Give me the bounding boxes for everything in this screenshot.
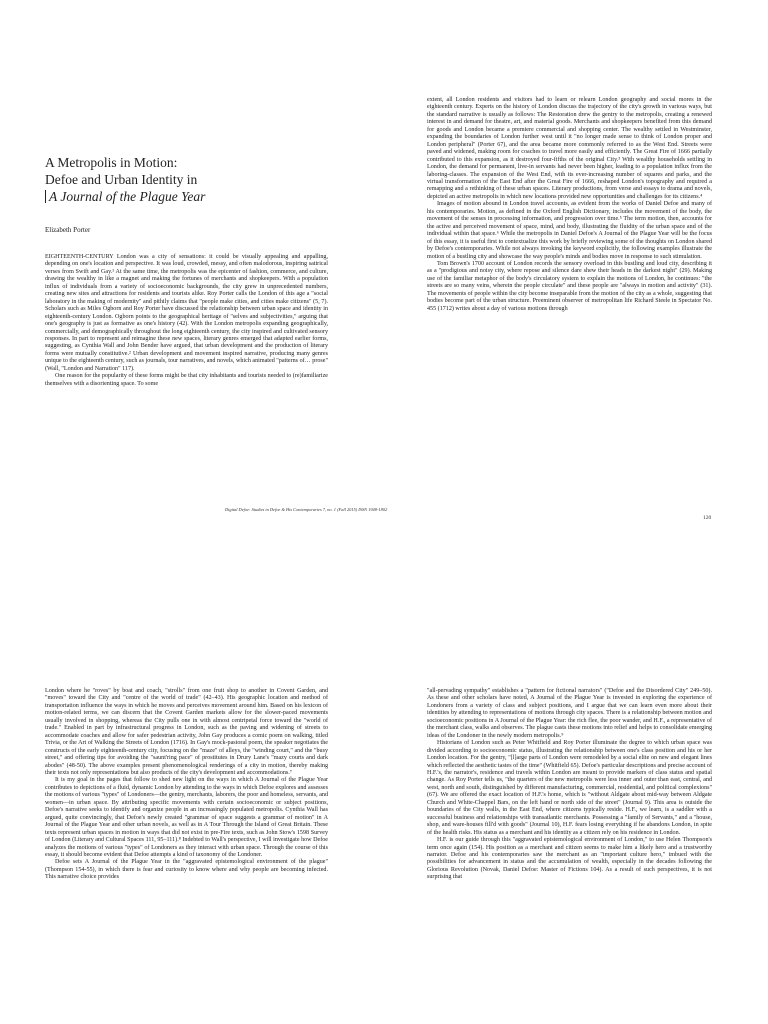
paragraph: It is my goal in the pages that follow to shed new light on the ways in which A Journal of the Plague Year contributes to depictions of a fluid, dynamic London by attending to the ways in which Defoe explores and assesses the motions of various "types" of Londoners—the gentry, merchants, laborers, the poor and homeless, servants, and women—in urban space. By attributing specific movements with certain socioeconomic or subject positions, Defoe's narrative seeks to identify and organize people in an increasingly populated metropolis. Cynthia Wall has argued, quite convincingly, that Defoe's newly created "grammar of space suggests a grammar of motion" in A Journal of the Plague Year and other urban novels, as well as in A Tour Through the Island of Great Britain. These texts represent urban spaces in motion in ways that did not exist in pre-Fire texts, such as John Stow's 1598 Survey of London (Literary and Cultural Spaces 111, 95–111).⁸ Indebted to Wall's perspective, I will investigate how Defoe analyzes the motions of various "types" of Londoners as they interact with urban space. Through the course of this essay, it should become evident that Defoe attempts a kind of taxonomy of the Londoner. — [45, 777, 328, 858]
journal-footer: Digital Defoe: Studies in Defoe & His Contemporaries 7, no. 1 (Fall 2015) ISSN 1948-1802 — [225, 507, 388, 512]
author-name: Elizabeth Porter — [45, 226, 91, 234]
paragraph: Defoe sets A Journal of the Plague Year in the "aggravated epistemological environment of the plague" (Thompson 154-55), in which there is fear and curiosity to know where and why people are becoming infected. This narrative choice provides — [45, 859, 328, 881]
title-line-3-text: A Journal of the Plague Year — [49, 189, 206, 204]
paragraph: H.F. is our guide through this "aggravated epistemological environment of London," to use Helen Thompson's term once again (154). His position as a merchant and citizen seems to make him a likely hero and a trustworthy narrator. Defoe and his contemporaries saw the merchant as an "important culture hero," imbued with the possibilities for advancement in status and the accumulation of wealth, especially in the decades following the Glorious Revolution (Novak, Daniel Defoe: Master of Fictions 104). As a result of such perspectives, it is not surprising that — [427, 837, 712, 881]
journal-page-2 — [0, 512, 768, 1024]
paragraph: "all-pervading sympathy" establishes a "pattern for fictional narrators" ("Defoe and the Disordered City" 249–50). As these and other scholars have noted, A Journal of the Plague Year is invested in exploring the experience of Londoners from a variety of class and subject positions, and I argue that we can learn even more about their identities by attending to representations of motions through city spaces. There is a relationship between motion and socioeconomic positions in A Journal of the Plague Year: the rich flee, the poor wander, and H.F., a representative of the merchant class, walks and observes. The plague casts these motions into relief and helps to consolidate emerging ideas of the Londoner in the newly modern metropolis.⁹ — [427, 688, 712, 739]
page1-right-column — [427, 97, 712, 496]
title-line-2: Defoe and Urban Identity in — [45, 172, 198, 187]
page1-left-column — [45, 254, 328, 492]
text-cursor — [45, 190, 46, 203]
paragraph: extent, all London residents and visitors had to learn or relearn London geography and social mores in the eighteenth century. Experts on the history of London discuss the trajectory of the city's growth in various ways, but the standard narrative is usually as follows: The Restoration drew the gentry to the metropolis, creating a renewed interest in and demand for theatre, art, and material goods. Merchants and shopkeepers benefited from this demand for goods and London became a premiere commercial and shopping center. The wealthy settled in Westminster, expanding the boundaries of London further west until it "no longer made sense to think of London proper and London peripheral" (Porter 67), and the area became more commonly referred to as the West End. Streets were paved and widened, making room for coaches to travel more easily and efficiently. The Great Fire of 1666 partially contributed to this expansion, as it destroyed four-fifths of the original City.³ With wealthy households settling in London, the demand for permanent, live-in servants had never been higher, leading to a population influx from the laboring-classes. The expansion of the West End, with its ever-increasing number of squares and parks, and the virtual transformation of the East End after the Great Fire of 1666, reshaped London's topography and required a remapping and a rethinking of these urban spaces. Literary productions, from verse and essays to drama and novels, depicted an active metropolis in which new locations provided new opportunities and challenges for its citizens.⁴ — [427, 97, 712, 200]
paragraph: EIGHTEENTH-CENTURY London was a city of sensations: it could be visually appealing and appalling, depending on one's location and perspective. It was loud, crowded, messy, and often malodorous, inspiring satirical verses from Swift and Gay.¹ At the same time, the metropolis was the epicenter of fashion, commerce, and culture, drawing the wealthy in like a magnet and making the fortunes of merchants and shopkeepers. With a population influx of individuals from a variety of socioeconomic backgrounds, the city grew in unprecedented numbers, creating new sites and attractions for residents and tourists alike. Roy Porter calls the London of this age a "social laboratory in the making of modernity" and pithily claims that "people make cities, and cities make citizens" (5, 7). Scholars such as Miles Ogborn and Roy Porter have discussed the relationship between urban space and identity in eighteenth-century London. Ogborn points to the geographical heritage of "selves and subjectivities," arguing that one's geography is just as formative as one's history (42). With the London metropolis expanding geographically, commercially, and demographically throughout the long eighteenth century, the city inspired and cultivated sensory responses. In part to represent and reimagine these new spaces, literary genres emerged that adapted earlier forms, suggesting, as Cynthia Wall and John Bender have argued, that urban development and the production of literary forms were mutually constitutive.² Urban development and movement inspired narrative, producing many genres unique to the eighteenth century, such as journals, tour narratives, and novels, which animated "patterns of… prose" (Wall, "London and Narration" 117). — [45, 254, 328, 372]
page2-right-column — [427, 688, 712, 1024]
paragraph: Historians of London such as Peter Whitfield and Roy Porter illuminate the degree to which urban space was divided according to socioeconomic status, illustrating the relationship between one's class position and his or her London location. For the gentry, "[l]arge parts of London were remodeled by a social elite on new and elegant lines which reflected the aesthetic tastes of the time" (Whitfield 65). Defoe's particular descriptions and precise account of H.F.'s, the narrator's, residence and travels within London are meant to provide markers of class status and spatial change. As Roy Porter tells us, "the quarters of the new metropolis were less inner and outer than east, central, and west, north and south, distinguished by different manufacturing, commercial, residential, and political complexions" (67). We are offered the exact location of H.F.'s home, which is "without Aldgate about mid-way between Aldgate Church and White-Chappel Bars, on the left hand or north side of the street" (Journal 9). This area is outside the boundaries of the City walls, in the East End, where citizens typically reside. H.F., we learn, is a saddler with a successful business and relationships with transatlantic merchants. Possessing a "family of Servants," and a "house, shop, and ware-houses fill'd with goods" (Journal 10), H.F. fears losing everything if he abandons London, in spite of the health risks. His status as a merchant and his identity as a citizen rely on his residence in London. — [427, 740, 712, 836]
article-title — [45, 154, 315, 205]
paragraph: Images of motion abound in London travel accounts, as evident from the works of Daniel Defoe and many of his contemporaries. Motion, as defined in the Oxford English Dictionary, includes the movement of the body, the movement of the senses in processing information, and progression over time.⁵ The term motion, then, accounts for the active and perceived movement of space, mind, and body, illustrating the fluidity of the urban space and of the individual within that space.⁶ While the metropolis in Daniel Defoe's A Journal of the Plague Year will be the focus of this essay, it is useful first to contextualize this work by briefly reviewing some of the thoughts on London shared by Defoe's contemporaries. While not always invoking the keyword explicitly, the following examples illustrate the motion of a bustling city and showcase the way people's minds and bodies move in response to such stimulation. — [427, 201, 712, 260]
page-number: 120 — [703, 515, 712, 521]
title-line-3 — [45, 188, 315, 205]
paragraph: Tom Brown's 1700 account of London records the sensory overload in this bustling and loud city, describing it as a "prodigious and noisy city, where repose and silence dare shew their heads in the darkest night" (29). Making use of the familiar metaphor of the body's circulatory system to explain the motions of London, he continues: "the streets are so many veins, wherein the people circulate" and these people are "always in motion and activity" (31). The movements of people within the city become inseparable from the motion of the city as a whole, suggesting that bodies become part of the urban structure. Preeminent observer of metropolitan life Richard Steele in Spectator No. 455 (1712) writes about a day of various motions through — [427, 260, 712, 312]
paragraph: London where he "roves" by boat and coach, "strolls" from one fruit shop to another in Covent Garden, and "moves" toward the City and "centre of the world of trade" (42–43). His geographic location and method of transportation influence the ways in which he moves and perceives movement around him. Based on his lexicon of motion-related terms, we can discern that the Covent Garden markets allow for the slower-paced movements usually involved in shopping, whereas the City pulls one in with almost centripetal force toward the "world of trade." Enabled in part by infrastructural progress in London, such as the paving and widening of streets to accommodate coaches and allow for safer pedestrian activity, John Gay produces a comic poem on walking, titled Trivia, or the Art of Walking the Streets of London (1716). In Gay's mock-pastoral poem, the speaker negotiates the constructs of the early eighteenth-century city, focusing on the "maze" of alleys, the "winding court," and the "busy street," and offering tips for avoiding the "saunt'ring pace" of prostitutes in Drury Lane's "mazy courts and dark abodes" (48-50). The above examples present phenomenological renderings of a city in motion, thereby making their texts not only representations but also products of the city's development and accommodations.⁷ — [45, 688, 328, 776]
page2-left-column — [45, 688, 328, 1024]
paragraph: One reason for the popularity of these forms might be that city inhabitants and tourists needed to (re)familiarize themselves with a disorienting space. To some — [45, 373, 328, 387]
title-line-1: A Metropolis in Motion: — [45, 155, 178, 170]
